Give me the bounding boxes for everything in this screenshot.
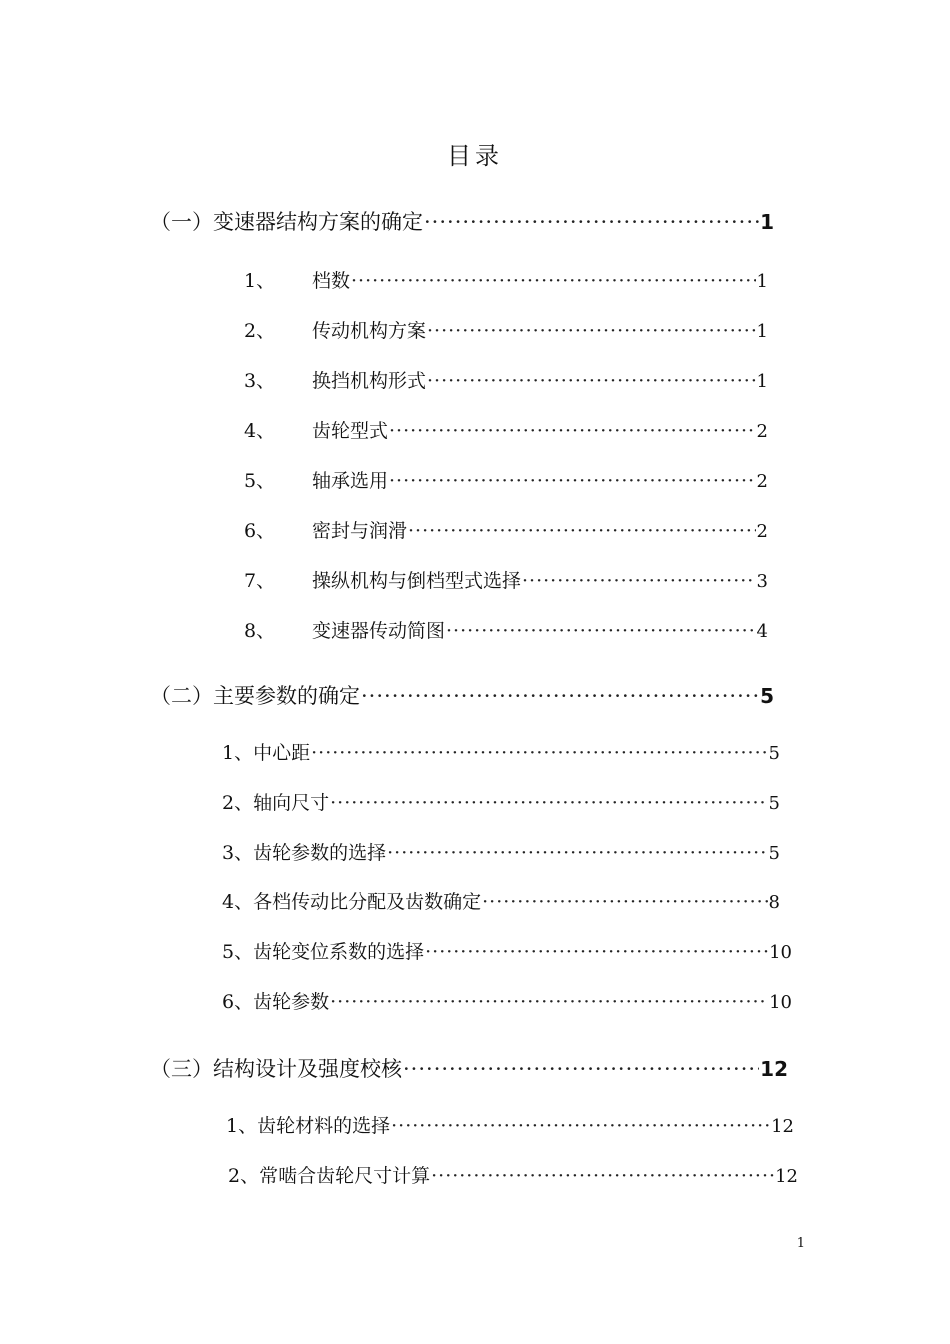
- toc-section-page: 5: [760, 684, 774, 708]
- dot-leader: [427, 320, 756, 342]
- toc-item-label: 轴向尺寸: [253, 792, 330, 814]
- toc-item-number: 7、: [244, 570, 276, 592]
- toc-item-label: 中心距: [253, 742, 311, 764]
- toc-item-label: 齿轮参数的选择: [253, 842, 387, 864]
- toc-item-page: 2: [756, 471, 768, 492]
- toc-item-number: 4、: [244, 420, 276, 442]
- toc-item-page: 5: [768, 843, 780, 864]
- dot-leader: [361, 684, 759, 708]
- toc-item-label: 传动机构方案: [312, 320, 427, 342]
- toc-item-number: 1、: [222, 742, 254, 764]
- toc-item-page: 12: [771, 1116, 794, 1137]
- toc-item-label: 档数: [312, 270, 351, 292]
- toc-item-page: 2: [756, 421, 768, 442]
- toc-item-label: 齿轮变位系数的选择: [253, 941, 425, 963]
- toc-item-number: 8、: [244, 620, 276, 642]
- toc-item-label: 密封与润滑: [312, 520, 408, 542]
- toc-item-label: 齿轮参数: [253, 991, 330, 1013]
- toc-item-number: 5、: [222, 941, 254, 963]
- dot-leader: [391, 1115, 770, 1137]
- toc-item-page: 3: [756, 571, 768, 592]
- toc-item-number: 1、: [226, 1115, 258, 1137]
- toc-section-label: （一）变速器结构方案的确定: [150, 210, 423, 234]
- toc-item-number: 2、: [222, 792, 254, 814]
- toc-item-number: 3、: [244, 370, 276, 392]
- toc-item-number: 6、: [244, 520, 276, 542]
- dot-leader: [425, 941, 768, 963]
- dot-leader: [431, 1165, 774, 1187]
- toc-item-page: 4: [756, 621, 768, 642]
- toc-item-label: 换挡机构形式: [312, 370, 427, 392]
- toc-section-label: （二）主要参数的确定: [150, 684, 360, 708]
- toc-item[interactable]: [244, 616, 768, 643]
- toc-item-page: 10: [769, 942, 792, 963]
- toc-item[interactable]: [226, 1111, 794, 1138]
- toc-item-number: 3、: [222, 842, 254, 864]
- toc-item[interactable]: [222, 887, 780, 914]
- toc-item[interactable]: [228, 1161, 798, 1188]
- toc-item-page: 5: [768, 743, 780, 764]
- dot-leader: [389, 420, 756, 442]
- toc-item-number: 2、: [244, 320, 276, 342]
- toc-item[interactable]: [244, 266, 768, 293]
- dot-leader: [427, 370, 756, 392]
- page-number: 1: [796, 1236, 805, 1251]
- toc-item[interactable]: [222, 838, 780, 865]
- toc-item-label: 轴承选用: [312, 470, 389, 492]
- toc-item[interactable]: [222, 987, 792, 1014]
- toc-item-page: 1: [756, 321, 768, 342]
- toc-item-page: 1: [756, 271, 768, 292]
- toc-item-page: 8: [768, 892, 780, 913]
- dot-leader: [446, 620, 756, 642]
- toc-item[interactable]: [222, 738, 780, 765]
- toc-item[interactable]: [244, 566, 768, 593]
- toc-section-page: 1: [760, 210, 774, 234]
- toc-section-2[interactable]: [150, 680, 774, 710]
- dot-leader: [482, 891, 767, 913]
- toc-item-label: 各档传动比分配及齿数确定: [253, 891, 482, 913]
- toc-item[interactable]: [244, 316, 768, 343]
- toc-item-number: 5、: [244, 470, 276, 492]
- dot-leader: [408, 520, 756, 542]
- toc-item-number: 2、: [228, 1165, 260, 1187]
- dot-leader: [403, 1057, 759, 1081]
- dot-leader: [311, 742, 767, 764]
- toc-item-page: 10: [769, 992, 792, 1013]
- toc-item[interactable]: [244, 466, 768, 493]
- toc-item[interactable]: [244, 416, 768, 443]
- toc-item[interactable]: [244, 516, 768, 543]
- toc-item-label: 常啮合齿轮尺寸计算: [259, 1165, 431, 1187]
- dot-leader: [522, 570, 756, 592]
- toc-section-1[interactable]: [150, 206, 774, 236]
- toc-item-label: 齿轮材料的选择: [257, 1115, 391, 1137]
- dot-leader: [387, 842, 767, 864]
- toc-title: 目录: [447, 142, 503, 170]
- toc-item-number: 1、: [244, 270, 276, 292]
- dot-leader: [330, 792, 767, 814]
- toc-item-label: 操纵机构与倒档型式选择: [312, 570, 522, 592]
- toc-item-label: 齿轮型式: [312, 420, 389, 442]
- toc-item[interactable]: [244, 366, 768, 393]
- toc-section-label: （三）结构设计及强度校核: [150, 1057, 402, 1081]
- toc-item-number: 6、: [222, 991, 254, 1013]
- dot-leader: [424, 210, 759, 234]
- toc-item-label: 变速器传动简图: [312, 620, 446, 642]
- toc-section-3[interactable]: [150, 1053, 788, 1083]
- dot-leader: [351, 270, 756, 292]
- toc-item[interactable]: [222, 937, 792, 964]
- dot-leader: [330, 991, 768, 1013]
- toc-item-number: 4、: [222, 891, 254, 913]
- toc-item-page: 12: [775, 1166, 798, 1187]
- dot-leader: [389, 470, 756, 492]
- toc-item-page: 2: [756, 521, 768, 542]
- toc-section-page: 12: [760, 1057, 788, 1081]
- toc-item-page: 1: [756, 371, 768, 392]
- toc-item[interactable]: [222, 788, 780, 815]
- toc-item-page: 5: [768, 793, 780, 814]
